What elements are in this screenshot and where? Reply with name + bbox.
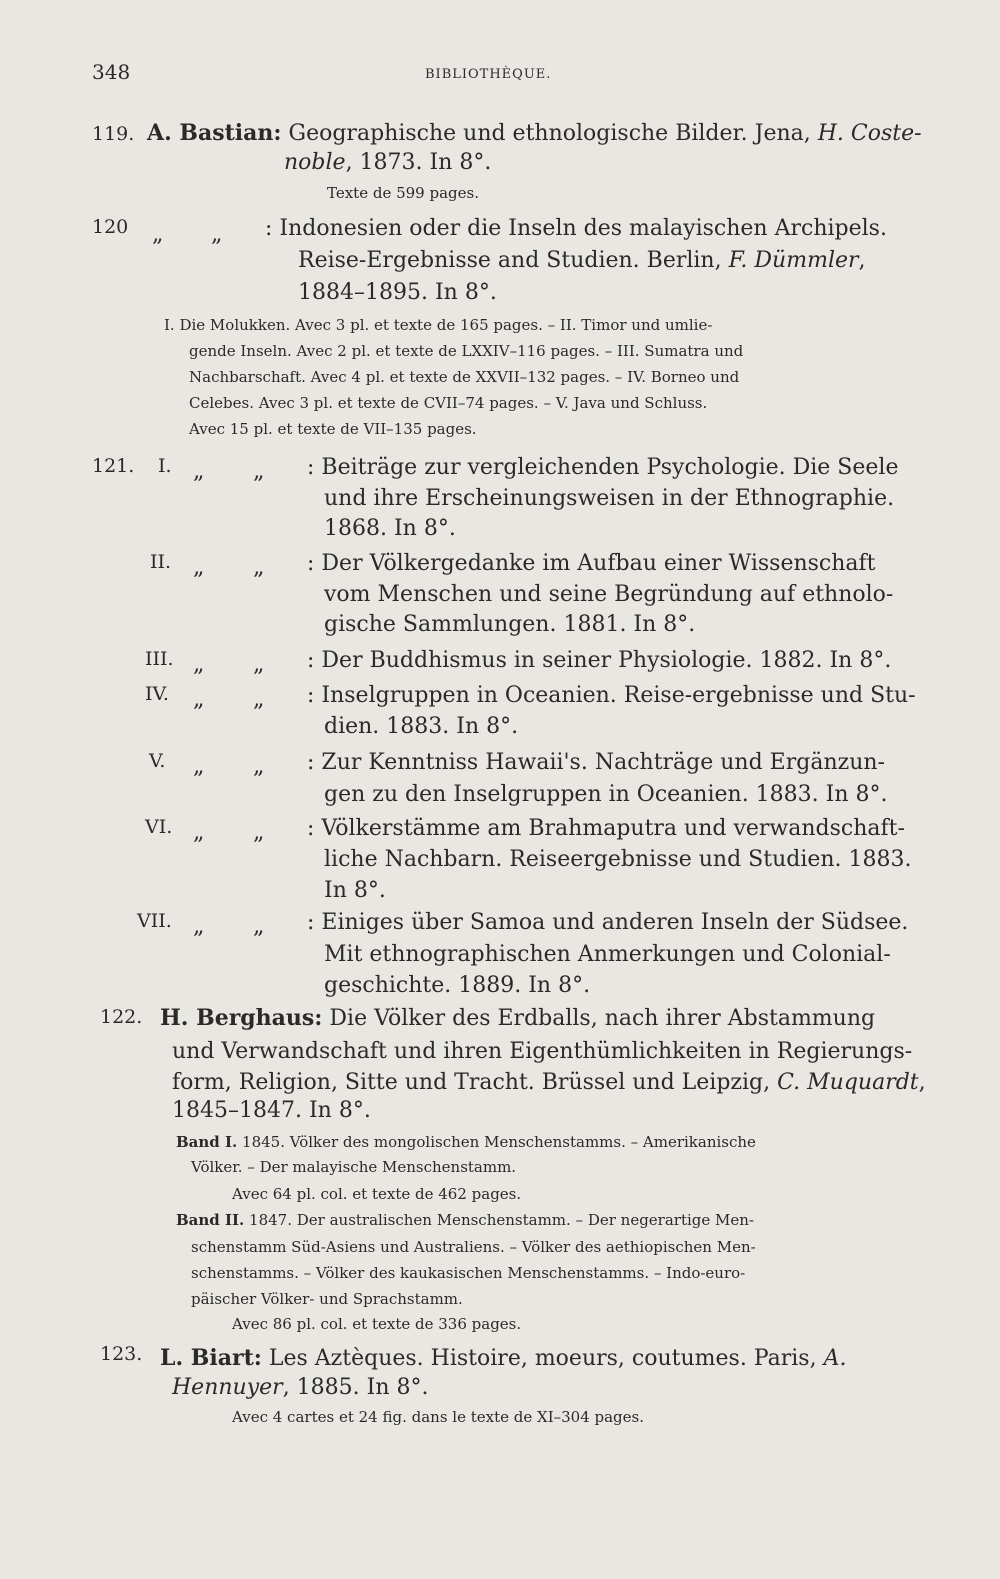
author-name: A. Bastian: xyxy=(147,120,282,146)
entry-note: päischer Völker- und Sprachstamm. xyxy=(191,1290,463,1308)
volume-number: II. xyxy=(150,551,172,573)
entry-note: Band I. 1845. Völker des mongolischen Menschenstamms. – Amerikanische xyxy=(176,1133,756,1151)
entry-note: Avec 86 pl. col. et texte de 336 pages. xyxy=(232,1315,522,1333)
entry-line: : Einiges über Samoa und anderen Inseln der Südsee. xyxy=(307,910,909,935)
entry-line: 1868. In 8°. xyxy=(324,516,456,541)
entry-line: L. Biart: Les Aztèques. Histoire, moeurs, coutumes. Paris, A. xyxy=(160,1345,847,1371)
entry-line: liche Nachbarn. Reiseergebnisse und Studien. 1883. xyxy=(324,847,912,872)
ditto-mark: „ xyxy=(253,754,265,779)
running-title: BIBLIOTHÈQUE. xyxy=(425,67,552,82)
entry-line: : Völkerstämme am Brahmaputra und verwandschaft- xyxy=(307,816,905,841)
entry-note: Band II. 1847. Der australischen Menschenstamm. – Der negerartige Men- xyxy=(176,1211,754,1229)
ditto-mark: „ xyxy=(253,914,265,939)
ditto-mark: „ xyxy=(193,652,205,677)
entry-note: Avec 15 pl. et texte de VII–135 pages. xyxy=(189,420,477,438)
entry-line: : Inselgruppen in Oceanien. Reise-ergebnisse und Stu- xyxy=(307,683,916,708)
entry-line: noble, 1873. In 8°. xyxy=(284,150,492,175)
ditto-mark: „ xyxy=(193,820,205,845)
entry-line: Reise-Ergebnisse and Studien. Berlin, F. Dümmler, xyxy=(298,248,866,273)
entry-line: : Der Buddhismus in seiner Physiologie. 1882. In 8°. xyxy=(307,648,892,673)
entry-line: dien. 1883. In 8°. xyxy=(324,714,519,739)
page-number: 348 xyxy=(92,60,131,84)
ditto-mark: „ xyxy=(253,652,265,677)
entry-number: 119. xyxy=(92,123,135,145)
entry-line: A. Bastian: Geographische und ethnologische Bilder. Jena, H. Coste- xyxy=(147,120,922,146)
entry-number: 120 xyxy=(92,216,129,238)
ditto-mark: „ xyxy=(253,555,265,580)
volume-number: VII. xyxy=(137,910,172,932)
ditto-mark: „ xyxy=(193,754,205,779)
volume-label: Band II. xyxy=(176,1211,245,1229)
entry-line: : Der Völkergedanke im Aufbau einer Wissenschaft xyxy=(307,551,876,576)
entry-note: gende Inseln. Avec 2 pl. et texte de LXXIV–116 pages. – III. Sumatra und xyxy=(189,342,744,360)
entry-number: 123. xyxy=(100,1343,143,1365)
author-name: H. Berghaus: xyxy=(160,1005,323,1031)
entry-note: Nachbarschaft. Avec 4 pl. et texte de XXVII–132 pages. – IV. Borneo und xyxy=(189,368,740,386)
publisher: C. Muquardt xyxy=(777,1070,919,1095)
entry-note: Avec 4 cartes et 24 fig. dans le texte de XI–304 pages. xyxy=(232,1408,645,1426)
entry-line: : Beiträge zur vergleichenden Psychologie. Die Seele xyxy=(307,455,899,480)
publisher: F. Dümmler xyxy=(728,248,859,273)
entry-line: Mit ethnographischen Anmerkungen und Colonial- xyxy=(324,942,891,967)
entry-note: schenstamm Süd-Asiens und Australiens. – Völker des aethiopischen Men- xyxy=(191,1238,756,1256)
entry-note: I. Die Molukken. Avec 3 pl. et texte de 165 pages. – II. Timor und umlie- xyxy=(164,316,713,334)
volume-number: IV. xyxy=(145,683,169,705)
volume-number: VI. xyxy=(145,816,173,838)
entry-line: : Indonesien oder die Inseln des malayischen Archipels. xyxy=(265,216,887,241)
ditto-mark: „ xyxy=(193,914,205,939)
entry-note: Celebes. Avec 3 pl. et texte de CVII–74 pages. – V. Java und Schluss. xyxy=(189,394,708,412)
entry-line: 1884–1895. In 8°. xyxy=(298,280,497,305)
entry-line: gische Sammlungen. 1881. In 8°. xyxy=(324,612,696,637)
entry-line: 1845–1847. In 8°. xyxy=(172,1098,371,1123)
ditto-mark: „ xyxy=(193,555,205,580)
entry-note: schenstamms. – Völker des kaukasischen Menschenstamms. – Indo-euro- xyxy=(191,1264,746,1282)
publisher: H. Coste- xyxy=(817,121,922,146)
entry-line: und ihre Erscheinungsweisen in der Ethnographie. xyxy=(324,486,895,511)
entry-line: und Verwandschaft und ihren Eigenthümlichkeiten in Regierungs- xyxy=(172,1039,913,1064)
volume-label: Band I. xyxy=(176,1133,238,1151)
entry-note: Völker. – Der malayische Menschenstamm. xyxy=(191,1158,517,1176)
volume-number: III. xyxy=(145,648,174,670)
ditto-mark: „ xyxy=(253,687,265,712)
publisher: A. xyxy=(823,1346,847,1371)
entry-line: gen zu den Inselgruppen in Oceanien. 1883. In 8°. xyxy=(324,782,888,807)
page-header xyxy=(0,60,1000,90)
publisher: noble xyxy=(284,150,346,175)
entry-line: H. Berghaus: Die Völker des Erdballs, nach ihrer Abstammung xyxy=(160,1005,876,1031)
ditto-mark: „ xyxy=(193,687,205,712)
entry-number: 122. xyxy=(100,1006,143,1028)
entry-note: Avec 64 pl. col. et texte de 462 pages. xyxy=(232,1185,522,1203)
entry-line: vom Menschen und seine Begründung auf ethnolo- xyxy=(324,582,894,607)
volume-number: V. xyxy=(149,750,166,772)
publisher: Hennuyer xyxy=(172,1375,283,1400)
ditto-mark: „ xyxy=(253,820,265,845)
ditto-mark: „ xyxy=(152,222,164,247)
entry-number: 121. xyxy=(92,455,135,477)
entry-line: : Zur Kenntniss Hawaii's. Nachträge und Ergänzun- xyxy=(307,750,885,775)
entry-line: In 8°. xyxy=(324,878,386,903)
ditto-mark: „ xyxy=(211,222,223,247)
entry-line: form, Religion, Sitte und Tracht. Brüssel und Leipzig, C. Muquardt, xyxy=(172,1070,926,1095)
ditto-mark: „ xyxy=(253,459,265,484)
volume-number: I. xyxy=(158,455,172,477)
entry-note: Texte de 599 pages. xyxy=(327,184,479,202)
author-name: L. Biart: xyxy=(160,1345,262,1371)
ditto-mark: „ xyxy=(193,459,205,484)
entry-line: geschichte. 1889. In 8°. xyxy=(324,973,591,998)
entry-line: Hennuyer, 1885. In 8°. xyxy=(172,1375,429,1400)
